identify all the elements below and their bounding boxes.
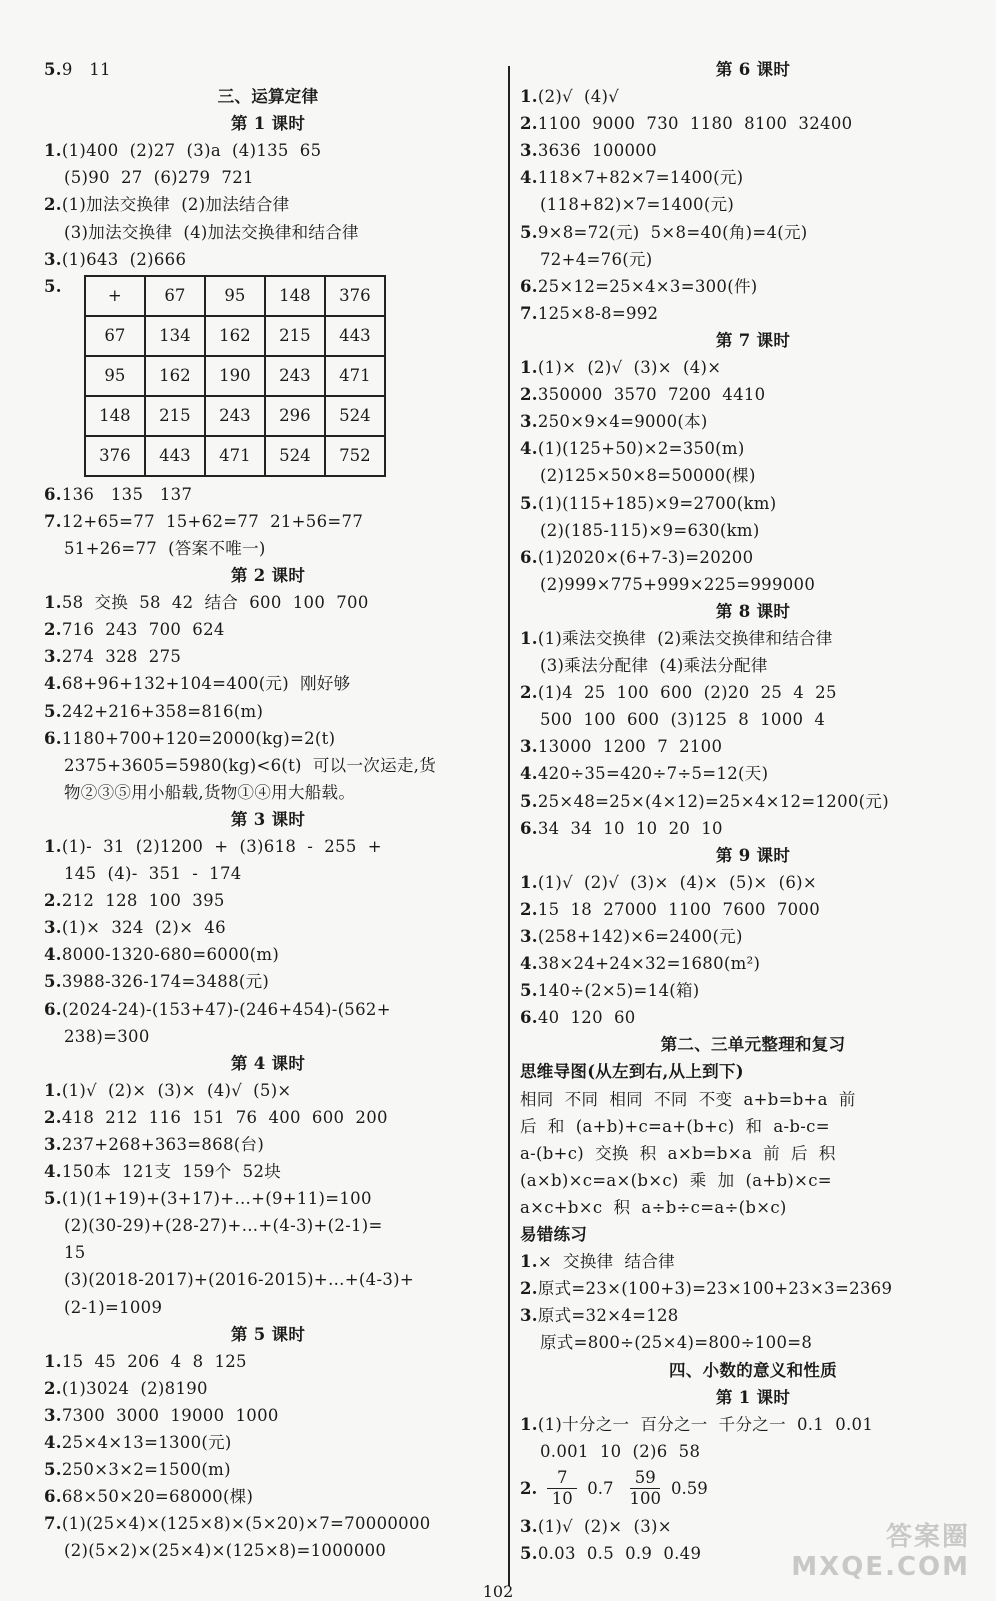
answer-line xyxy=(520,273,986,300)
decimal-value: 0.7 xyxy=(587,1479,614,1499)
question-number: 3. xyxy=(520,1516,538,1536)
answer-text-line: 后 和 (a+b)+c=a+(b+c) 和 a-b-c= xyxy=(520,1116,830,1136)
question-number: 5. xyxy=(520,222,538,242)
table-cell: 376 xyxy=(85,436,145,476)
fraction-answer-line xyxy=(520,1465,986,1513)
question-number: 4. xyxy=(44,945,62,965)
answer-line xyxy=(44,1483,492,1510)
answer-line xyxy=(520,164,986,191)
table-row xyxy=(85,436,385,476)
answer-text-line: (a×b)×c=a×(b×c) 乘 加 (a+b)×c= xyxy=(520,1170,832,1190)
table-cell: 443 xyxy=(325,316,385,356)
numerator: 59 xyxy=(634,1468,656,1488)
answer-text: 40 120 60 xyxy=(537,1008,636,1028)
question-number: 2. xyxy=(520,683,538,703)
answer-line xyxy=(44,1131,492,1158)
answer-line xyxy=(520,923,986,950)
section-heading: 第 4 课时 xyxy=(230,1053,306,1073)
answer-text: 58 交换 58 42 结合 600 100 700 xyxy=(61,593,369,613)
section-heading: 第 2 课时 xyxy=(230,566,306,586)
question-number: 5. xyxy=(44,60,62,79)
answer-text: (1)(125+50)×2=350(m) xyxy=(537,439,745,459)
question-number: 1. xyxy=(44,836,62,856)
answer-line xyxy=(520,544,986,571)
table-cell: 67 xyxy=(85,316,145,356)
answer-continuation: (2)(5×2)×(25×4)×(125×8)=1000000 xyxy=(64,1541,387,1561)
question-number: 1. xyxy=(520,1252,538,1272)
answer-line xyxy=(520,679,986,706)
answer-text: 15 45 206 4 8 125 xyxy=(61,1351,247,1371)
question-number: 1. xyxy=(44,593,62,613)
answer-continuation: (5)90 27 (6)279 721 xyxy=(64,168,254,188)
answer-text-line: 相同 不同 相同 不同 不变 a+b=b+a 前 xyxy=(520,1089,856,1109)
denominator: 10 xyxy=(551,1489,573,1509)
answer-text: 418 212 116 151 76 400 600 200 xyxy=(61,1107,388,1127)
question-number: 1. xyxy=(520,358,538,378)
answer-line xyxy=(520,219,986,246)
question-number: 6. xyxy=(520,276,538,296)
answer-continuation: 238)=300 xyxy=(64,1026,150,1046)
question-number: 4. xyxy=(520,954,538,974)
answer-text: 9×8=72(元) 5×8=40(角)=4(元) xyxy=(537,222,808,242)
answer-text: (2)√ (4)√ xyxy=(537,87,620,107)
answer-continuation: 72+4=76(元) xyxy=(540,249,653,269)
table-cell: 443 xyxy=(145,436,205,476)
table-cell: 148 xyxy=(85,396,145,436)
answer-text: 274 328 275 xyxy=(61,647,182,667)
question-number: 3. xyxy=(44,918,62,938)
answer-text: (1)(115+185)×9=2700(km) xyxy=(537,493,777,513)
answer-text: 原式=23×(100+3)=23×100+23×3=2369 xyxy=(537,1279,893,1299)
question-number: 5. xyxy=(520,981,538,1001)
table-cell: 95 xyxy=(85,356,145,396)
answer-text: (2024-24)-(153+47)-(246+454)-(562+ xyxy=(61,999,391,1019)
answer-text: 1180+700+120=2000(kg)=2(t) xyxy=(61,728,336,748)
answer-text: (1)4 25 100 600 (2)20 25 4 25 xyxy=(537,683,837,703)
answer-line xyxy=(44,1510,492,1537)
section-heading: 第二、三单元整理和复习 xyxy=(660,1035,846,1055)
answer-text: 3636 100000 xyxy=(537,141,657,161)
question-number: 1. xyxy=(44,1351,62,1371)
question-number: 6. xyxy=(520,547,538,567)
answer-line xyxy=(520,625,986,652)
answer-line xyxy=(44,246,492,273)
question-number: 2. xyxy=(44,1107,62,1127)
question-number: 3. xyxy=(520,412,538,432)
question-number: 2. xyxy=(520,1479,538,1499)
answer-text: 118×7+82×7=1400(元) xyxy=(537,168,744,188)
answer-continuation: (2)(185-115)×9=630(km) xyxy=(540,520,760,540)
answer-line xyxy=(44,887,492,914)
question-number: 5. xyxy=(44,276,62,296)
answer-line xyxy=(520,137,986,164)
answer-text: (1)643 (2)666 xyxy=(61,249,187,269)
question-number: 2. xyxy=(44,620,62,640)
question-number: 2. xyxy=(520,385,538,405)
answer-line xyxy=(44,1429,492,1456)
page-number: 102 xyxy=(482,1582,514,1601)
answer-continuation: 2375+3605=5980(kg)<6(t) 可以一次运走,货 xyxy=(64,755,437,775)
answer-text: 716 243 700 624 xyxy=(61,620,225,640)
section-heading: 四、小数的意义和性质 xyxy=(669,1360,837,1380)
section-heading: 三、运算定律 xyxy=(217,87,319,107)
answer-line xyxy=(44,481,492,508)
answer-line xyxy=(520,815,986,842)
answer-line xyxy=(44,725,492,752)
answer-continuation: (3)(2018-2017)+(2016-2015)+…+(4-3)+ xyxy=(64,1270,414,1290)
answer-text: 250×3×2=1500(m) xyxy=(61,1460,231,1480)
decimal-value: 0.59 xyxy=(670,1479,708,1499)
question-number: 1. xyxy=(520,87,538,107)
answer-line xyxy=(44,137,492,164)
answer-line xyxy=(520,760,986,787)
table-cell: 95 xyxy=(205,276,265,316)
answer-text: 1100 9000 730 1180 8100 32400 xyxy=(537,114,853,134)
table-cell: 215 xyxy=(145,396,205,436)
answer-text: (1)乘法交换律 (2)乘法交换律和结合律 xyxy=(537,628,833,648)
answer-text: 350000 3570 7200 4410 xyxy=(537,385,766,405)
section-heading: 第 7 课时 xyxy=(715,330,791,350)
answer-text: 25×12=25×4×3=300(件) xyxy=(537,276,758,296)
watermark-logo: 答案圈 MXQE.COM xyxy=(791,1522,970,1582)
question-number: 3. xyxy=(44,249,62,269)
table-cell: 524 xyxy=(325,396,385,436)
answer-text: 13000 1200 7 2100 xyxy=(537,737,723,757)
answer-line xyxy=(44,508,492,535)
table-cell: 243 xyxy=(265,356,325,396)
answer-text: (1)√ (2)√ (3)× (4)× (5)× (6)× xyxy=(537,872,818,892)
question-number: 5. xyxy=(520,493,538,513)
answer-text: (1)√ (2)× (3)× (4)√ (5)× xyxy=(61,1080,292,1100)
addition-table xyxy=(84,275,386,477)
answer-text: 原式=32×4=128 xyxy=(537,1306,679,1326)
answer-text-line: a-(b+c) 交换 积 a×b=b×a 前 后 积 xyxy=(520,1143,836,1163)
right-column xyxy=(520,56,986,1567)
answer-continuation: (2)(30-29)+(28-27)+…+(4-3)+(2-1)= xyxy=(64,1216,383,1236)
table-cell: 524 xyxy=(265,436,325,476)
question-number: 2. xyxy=(44,195,62,215)
question-number: 5. xyxy=(44,972,62,992)
answer-line xyxy=(44,670,492,697)
table-row xyxy=(85,396,385,436)
question-number: 5. xyxy=(520,1543,538,1563)
answer-line xyxy=(44,833,492,860)
table-cell: 215 xyxy=(265,316,325,356)
question-number: 1. xyxy=(44,141,62,161)
answer-continuation: 145 (4)- 351 - 174 xyxy=(64,864,242,884)
question-number: 6. xyxy=(520,1008,538,1028)
answer-text: 8000-1320-680=6000(m) xyxy=(61,945,280,965)
question-number: 6. xyxy=(44,484,62,504)
answer-line xyxy=(44,1185,492,1212)
table-cell: + xyxy=(85,276,145,316)
answer-line xyxy=(44,191,492,218)
answer-continuation: (2)999×775+999×225=999000 xyxy=(540,574,816,594)
answer-continuation: (3)加法交换律 (4)加法交换律和结合律 xyxy=(64,222,359,242)
section-heading: 第 5 课时 xyxy=(230,1324,306,1344)
question-number: 2. xyxy=(520,114,538,134)
answer-line xyxy=(520,788,986,815)
question-number: 1. xyxy=(520,1414,538,1434)
question-number: 2. xyxy=(44,1378,62,1398)
table-cell: 162 xyxy=(145,356,205,396)
table-cell: 752 xyxy=(325,436,385,476)
question-number: 3. xyxy=(520,141,538,161)
question-number: 1. xyxy=(520,628,538,648)
denominator: 100 xyxy=(629,1489,661,1509)
answer-line xyxy=(520,733,986,760)
numerator: 7 xyxy=(556,1468,568,1488)
answer-text: (1)3024 (2)8190 xyxy=(61,1378,208,1398)
answer-line xyxy=(44,1158,492,1185)
question-number: 4. xyxy=(44,1162,62,1182)
answer-line xyxy=(520,435,986,462)
answer-text: (1)× 324 (2)× 46 xyxy=(61,918,226,938)
answer-line xyxy=(520,110,986,137)
answer-continuation: 原式=800÷(25×4)=800÷100=8 xyxy=(540,1333,813,1353)
column-divider xyxy=(508,66,510,1586)
table-cell: 148 xyxy=(265,276,325,316)
table-cell: 471 xyxy=(325,356,385,396)
answer-line xyxy=(44,1402,492,1429)
answer-line xyxy=(520,354,986,381)
answer-text: (1)- 31 (2)1200 + (3)618 - 255 + xyxy=(61,836,382,856)
answer-line xyxy=(520,869,986,896)
answer-line xyxy=(520,490,986,517)
answer-continuation: (2-1)=1009 xyxy=(64,1297,163,1317)
answer-text: 237+268+363=868(台) xyxy=(61,1135,265,1154)
answer-line xyxy=(520,977,986,1004)
table-cell: 190 xyxy=(205,356,265,396)
question-number: 5. xyxy=(44,1189,62,1209)
answer-text: 420÷35=420÷7÷5=12(天) xyxy=(537,764,769,784)
answer-text: (1)2020×(6+7-3)=20200 xyxy=(537,547,754,567)
question-number: 4. xyxy=(44,1433,62,1453)
fraction xyxy=(547,1468,577,1509)
question-number: 3. xyxy=(44,1405,62,1425)
table-row xyxy=(85,356,385,396)
answer-line xyxy=(44,643,492,670)
answer-text: 242+216+358=816(m) xyxy=(61,701,264,721)
question-number: 7. xyxy=(520,303,538,323)
answer-continuation: 15 xyxy=(64,1243,86,1263)
answer-line xyxy=(44,968,492,995)
answer-line xyxy=(44,914,492,941)
question-number: 3. xyxy=(520,927,538,946)
table-cell: 162 xyxy=(205,316,265,356)
question-number: 2. xyxy=(44,891,62,911)
answer-line xyxy=(520,83,986,110)
subsection-heading: 思维导图(从左到右,从上到下) xyxy=(520,1062,744,1082)
answer-text: (1)400 (2)27 (3)a (4)135 65 xyxy=(61,141,322,161)
question-number: 3. xyxy=(520,1306,538,1326)
answer-text: 68×50×20=68000(棵) xyxy=(61,1487,254,1507)
answer-text: 7300 3000 19000 1000 xyxy=(61,1405,279,1425)
table-cell: 376 xyxy=(325,276,385,316)
answer-line xyxy=(520,1302,986,1329)
question-number: 6. xyxy=(44,728,62,748)
answer-text: (1)十分之一 百分之一 千分之一 0.1 0.01 xyxy=(537,1414,874,1434)
question-number: 2. xyxy=(520,899,538,919)
answer-line xyxy=(44,589,492,616)
answer-text: 9 11 xyxy=(61,60,111,79)
question-number: 2. xyxy=(520,1279,538,1299)
answer-text: 38×24+24×32=1680(m²) xyxy=(537,954,761,974)
section-heading: 第 6 课时 xyxy=(715,60,791,79)
answer-text: 15 18 27000 1100 7600 7000 xyxy=(537,899,821,919)
answer-continuation: 0.001 10 (2)6 58 xyxy=(540,1441,701,1461)
answer-line xyxy=(520,1275,986,1302)
subsection-heading: 易错练习 xyxy=(520,1225,588,1245)
section-heading: 第 1 课时 xyxy=(715,1387,791,1407)
answer-continuation: 51+26=77 (答案不唯一) xyxy=(64,538,266,558)
question-number: 6. xyxy=(44,999,62,1019)
answer-line xyxy=(44,1104,492,1131)
answer-line xyxy=(520,381,986,408)
answer-text: 212 128 100 395 xyxy=(61,891,225,911)
question-number: 6. xyxy=(44,1487,62,1507)
answer-text: 250×9×4=9000(本) xyxy=(537,412,708,432)
question-number: 5. xyxy=(44,701,62,721)
answer-text: (1)(25×4)×(125×8)×(5×20)×7=70000000 xyxy=(61,1514,431,1534)
table-row xyxy=(85,276,385,316)
answer-line xyxy=(520,1004,986,1031)
answer-text: (1)加法交换律 (2)加法结合律 xyxy=(61,195,290,215)
table-cell: 243 xyxy=(205,396,265,436)
answer-text-line: a×c+b×c 积 a÷b÷c=a÷(b×c) xyxy=(520,1197,787,1217)
table-row xyxy=(85,316,385,356)
answer-text: (1)× (2)√ (3)× (4)× xyxy=(537,358,722,378)
table-cell: 471 xyxy=(205,436,265,476)
answer-line xyxy=(44,1077,492,1104)
answer-text: 68+96+132+104=400(元) 刚好够 xyxy=(61,674,351,694)
question-number: 1. xyxy=(44,1080,62,1100)
left-column xyxy=(44,56,492,1565)
answer-continuation: 500 100 600 (3)125 8 1000 4 xyxy=(540,710,826,730)
answer-line xyxy=(520,300,986,327)
question-number: 4. xyxy=(520,764,538,784)
answer-text: 12+65=77 15+62=77 21+56=77 xyxy=(61,511,364,531)
addition-table-block xyxy=(44,273,492,481)
answer-line xyxy=(44,996,492,1023)
answer-text: 34 34 10 10 20 10 xyxy=(537,818,723,838)
question-number: 4. xyxy=(44,674,62,694)
section-heading: 第 3 课时 xyxy=(230,809,306,829)
answer-text: (258+142)×6=2400(元) xyxy=(537,927,743,946)
answer-text: (1)√ (2)× (3)× xyxy=(537,1516,672,1536)
question-number: 1. xyxy=(520,872,538,892)
answer-text: 125×8-8=992 xyxy=(537,303,659,323)
answer-text: 25×48=25×(4×12)=25×4×12=1200(元) xyxy=(537,791,889,811)
answer-line xyxy=(520,1411,986,1438)
question-number: 7. xyxy=(44,511,62,531)
answer-text: 25×4×13=1300(元) xyxy=(61,1433,232,1453)
question-number: 5. xyxy=(44,1460,62,1480)
question-number: 7. xyxy=(44,1514,62,1534)
answer-line xyxy=(44,56,492,83)
answer-text: 0.03 0.5 0.9 0.49 xyxy=(537,1543,702,1563)
section-heading: 第 1 课时 xyxy=(230,114,306,134)
table-cell: 134 xyxy=(145,316,205,356)
section-heading: 第 9 课时 xyxy=(715,845,791,865)
question-number: 6. xyxy=(520,818,538,838)
question-number: 4. xyxy=(520,439,538,459)
answer-line xyxy=(520,408,986,435)
answer-text: 136 135 137 xyxy=(61,484,193,504)
answer-text: × 交换律 结合律 xyxy=(537,1252,675,1272)
table-cell: 67 xyxy=(145,276,205,316)
answer-text: 3988-326-174=3488(元) xyxy=(61,972,270,992)
answer-line xyxy=(44,1456,492,1483)
answer-line xyxy=(44,1348,492,1375)
question-number: 5. xyxy=(520,791,538,811)
answer-continuation: (2)125×50×8=50000(棵) xyxy=(540,466,756,486)
question-number: 4. xyxy=(520,168,538,188)
question-number: 3. xyxy=(520,737,538,757)
answer-text: 150本 121支 159个 52块 xyxy=(61,1162,282,1182)
question-number: 3. xyxy=(44,647,62,667)
answer-line xyxy=(520,896,986,923)
answer-continuation: 物②③⑤用小船载,货物①④用大船载。 xyxy=(64,782,356,802)
answer-line xyxy=(44,1375,492,1402)
answer-line xyxy=(44,941,492,968)
table-cell: 296 xyxy=(265,396,325,436)
question-number: 3. xyxy=(44,1135,62,1154)
answer-line xyxy=(520,950,986,977)
answer-text: 140÷(2×5)=14(箱) xyxy=(537,981,700,1001)
answer-continuation: (118+82)×7=1400(元) xyxy=(540,195,735,215)
answer-line xyxy=(44,698,492,725)
section-heading: 第 8 课时 xyxy=(715,601,791,621)
fraction xyxy=(629,1468,661,1509)
answer-line xyxy=(520,1248,986,1275)
answer-continuation: (3)乘法分配律 (4)乘法分配律 xyxy=(540,656,768,676)
answer-line xyxy=(44,616,492,643)
answer-text: (1)(1+19)+(3+17)+…+(9+11)=100 xyxy=(61,1189,372,1209)
